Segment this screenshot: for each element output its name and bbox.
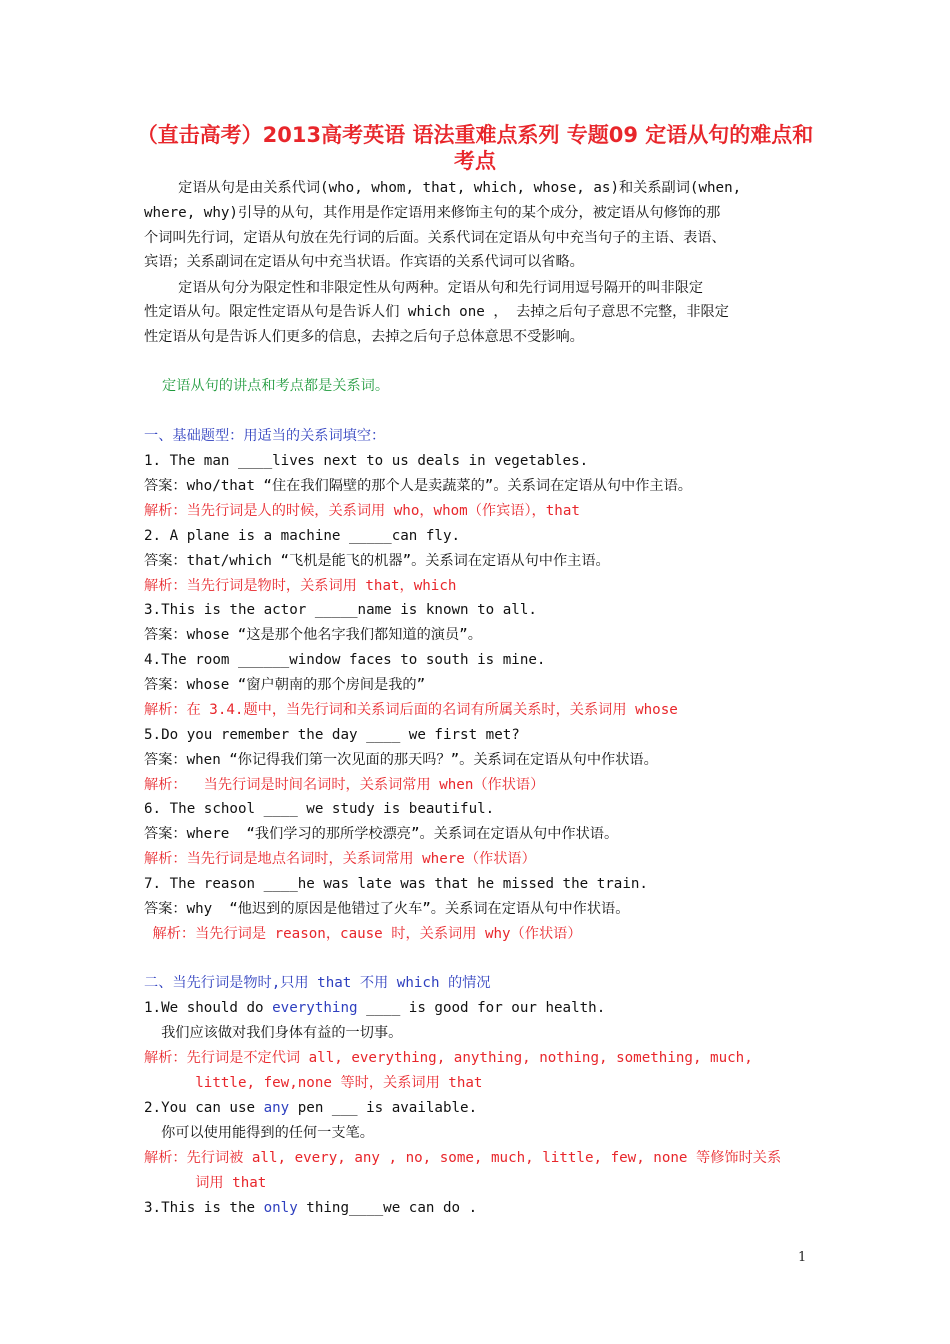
answer: 答案：when “你记得我们第一次见面的那天吗？”。关系词在定语从句中作状语。 — [144, 752, 658, 768]
analysis: 解析：先行词被 all, every, any , no, some, much, little, few, none 等修饰时关系 — [144, 1150, 782, 1166]
intro-line: 性定语从句是告诉人们更多的信息，去掉之后句子总体意思不受影响。 — [144, 329, 584, 345]
question-end: pen ___ is available. — [289, 1100, 478, 1116]
question — [144, 996, 605, 1020]
question: 5.Do you remember the day ____ we first met? — [144, 727, 520, 743]
question-end: thing____we can do . — [297, 1200, 478, 1216]
question: 7. The reason ____he was late was that he missed the train. — [144, 876, 648, 892]
answer: 答案：who/that “住在我们隔壁的那个人是卖蔬菜的”。关系词在定语从句中作主语。 — [144, 478, 692, 494]
question: 1. The man ____lives next to us deals in vegetables. — [144, 453, 589, 469]
answer: 答案：whose “窗户朝南的那个房间是我的” — [144, 677, 426, 693]
analysis: 解析：当先行词是人的时候，关系词用 who，whom（作宾语），that — [144, 503, 580, 519]
question-start: 3.This is the — [144, 1200, 264, 1216]
intro-line: where, why)引导的从句，其作用是作定语用来修饰主句的某个成分，被定语从句修饰的那 — [144, 205, 721, 221]
answer: 答案：where “我们学习的那所学校漂亮”。关系词在定语从句中作状语。 — [144, 826, 619, 842]
question: 4.The room ______window faces to south is mine. — [144, 652, 546, 668]
question: 3.This is the actor _____name is known to all. — [144, 602, 537, 618]
analysis: 解析：当先行词是地点名词时，关系词常用 where（作状语） — [144, 851, 536, 867]
answer: 答案：why “他迟到的原因是他错过了火车”。关系词在定语从句中作状语。 — [144, 901, 630, 917]
answer: 答案：that/which “飞机是能飞的机器”。关系词在定语从句中作主语。 — [144, 553, 610, 569]
key-point: 定语从句的讲点和考点都是关系词。 — [144, 378, 390, 394]
keyword: everything — [272, 1000, 358, 1016]
translation: 你可以使用能得到的任何一支笔。 — [144, 1125, 374, 1141]
intro-line: 性定语从句。限定性定语从句是告诉人们 which one ， 去掉之后句子意思不完整，非限定 — [144, 304, 729, 320]
page-number: 1 — [798, 1250, 807, 1265]
analysis: 解析：先行词是不定代词 all, everything, anything, nothing, something, much, — [144, 1050, 753, 1066]
intro-line: 定语从句分为限定性和非限定性从句两种。定语从句和先行词用逗号隔开的叫非限定 — [144, 280, 704, 296]
keyword: any — [263, 1100, 290, 1116]
question-end: ____ is good for our health. — [357, 1000, 606, 1016]
question-start: 2.You can use — [144, 1100, 264, 1116]
section-heading: 二、当先行词是物时,只用 that 不用 which 的情况 — [144, 975, 491, 991]
section-heading: 一、基础题型：用适当的关系词填空： — [144, 428, 386, 444]
analysis: 词用 that — [144, 1175, 267, 1191]
keyword: only — [263, 1200, 298, 1216]
intro-line: 宾语；关系副词在定语从句中充当状语。作宾语的关系代词可以省略。 — [144, 254, 584, 270]
analysis: 解析： 当先行词是时间名词时，关系词常用 when（作状语） — [144, 777, 545, 793]
question: 2. A plane is a machine _____can fly. — [144, 528, 461, 544]
translation: 我们应该做对我们身体有益的一切事。 — [144, 1025, 403, 1041]
question — [144, 1096, 477, 1120]
question — [144, 1196, 477, 1220]
analysis: 解析：当先行词是 reason，cause 时，关系词用 why（作状语） — [144, 926, 582, 942]
page-title: （直击高考）2013高考英语 语法重难点系列 专题09 定语从句的难点和考点 — [136, 123, 814, 173]
answer: 答案：whose “这是那个他名字我们都知道的演员”。 — [144, 627, 482, 643]
analysis: 解析：当先行词是物时，关系词用 that，which — [144, 578, 457, 594]
intro-line: 定语从句是由关系代词(who, whom, that, which, whose, as)和关系副词(when, — [144, 180, 742, 196]
question: 6. The school ____ we study is beautiful. — [144, 801, 495, 817]
analysis: little, few,none 等时，关系词用 that — [144, 1075, 483, 1091]
intro-line: 个词叫先行词，定语从句放在先行词的后面。关系代词在定语从句中充当句子的主语、表语、 — [144, 230, 726, 246]
question-start: 1.We should do — [144, 1000, 273, 1016]
analysis: 解析：在 3.4.题中，当先行词和关系词后面的名词有所属关系时，关系词用 whose — [144, 702, 678, 718]
